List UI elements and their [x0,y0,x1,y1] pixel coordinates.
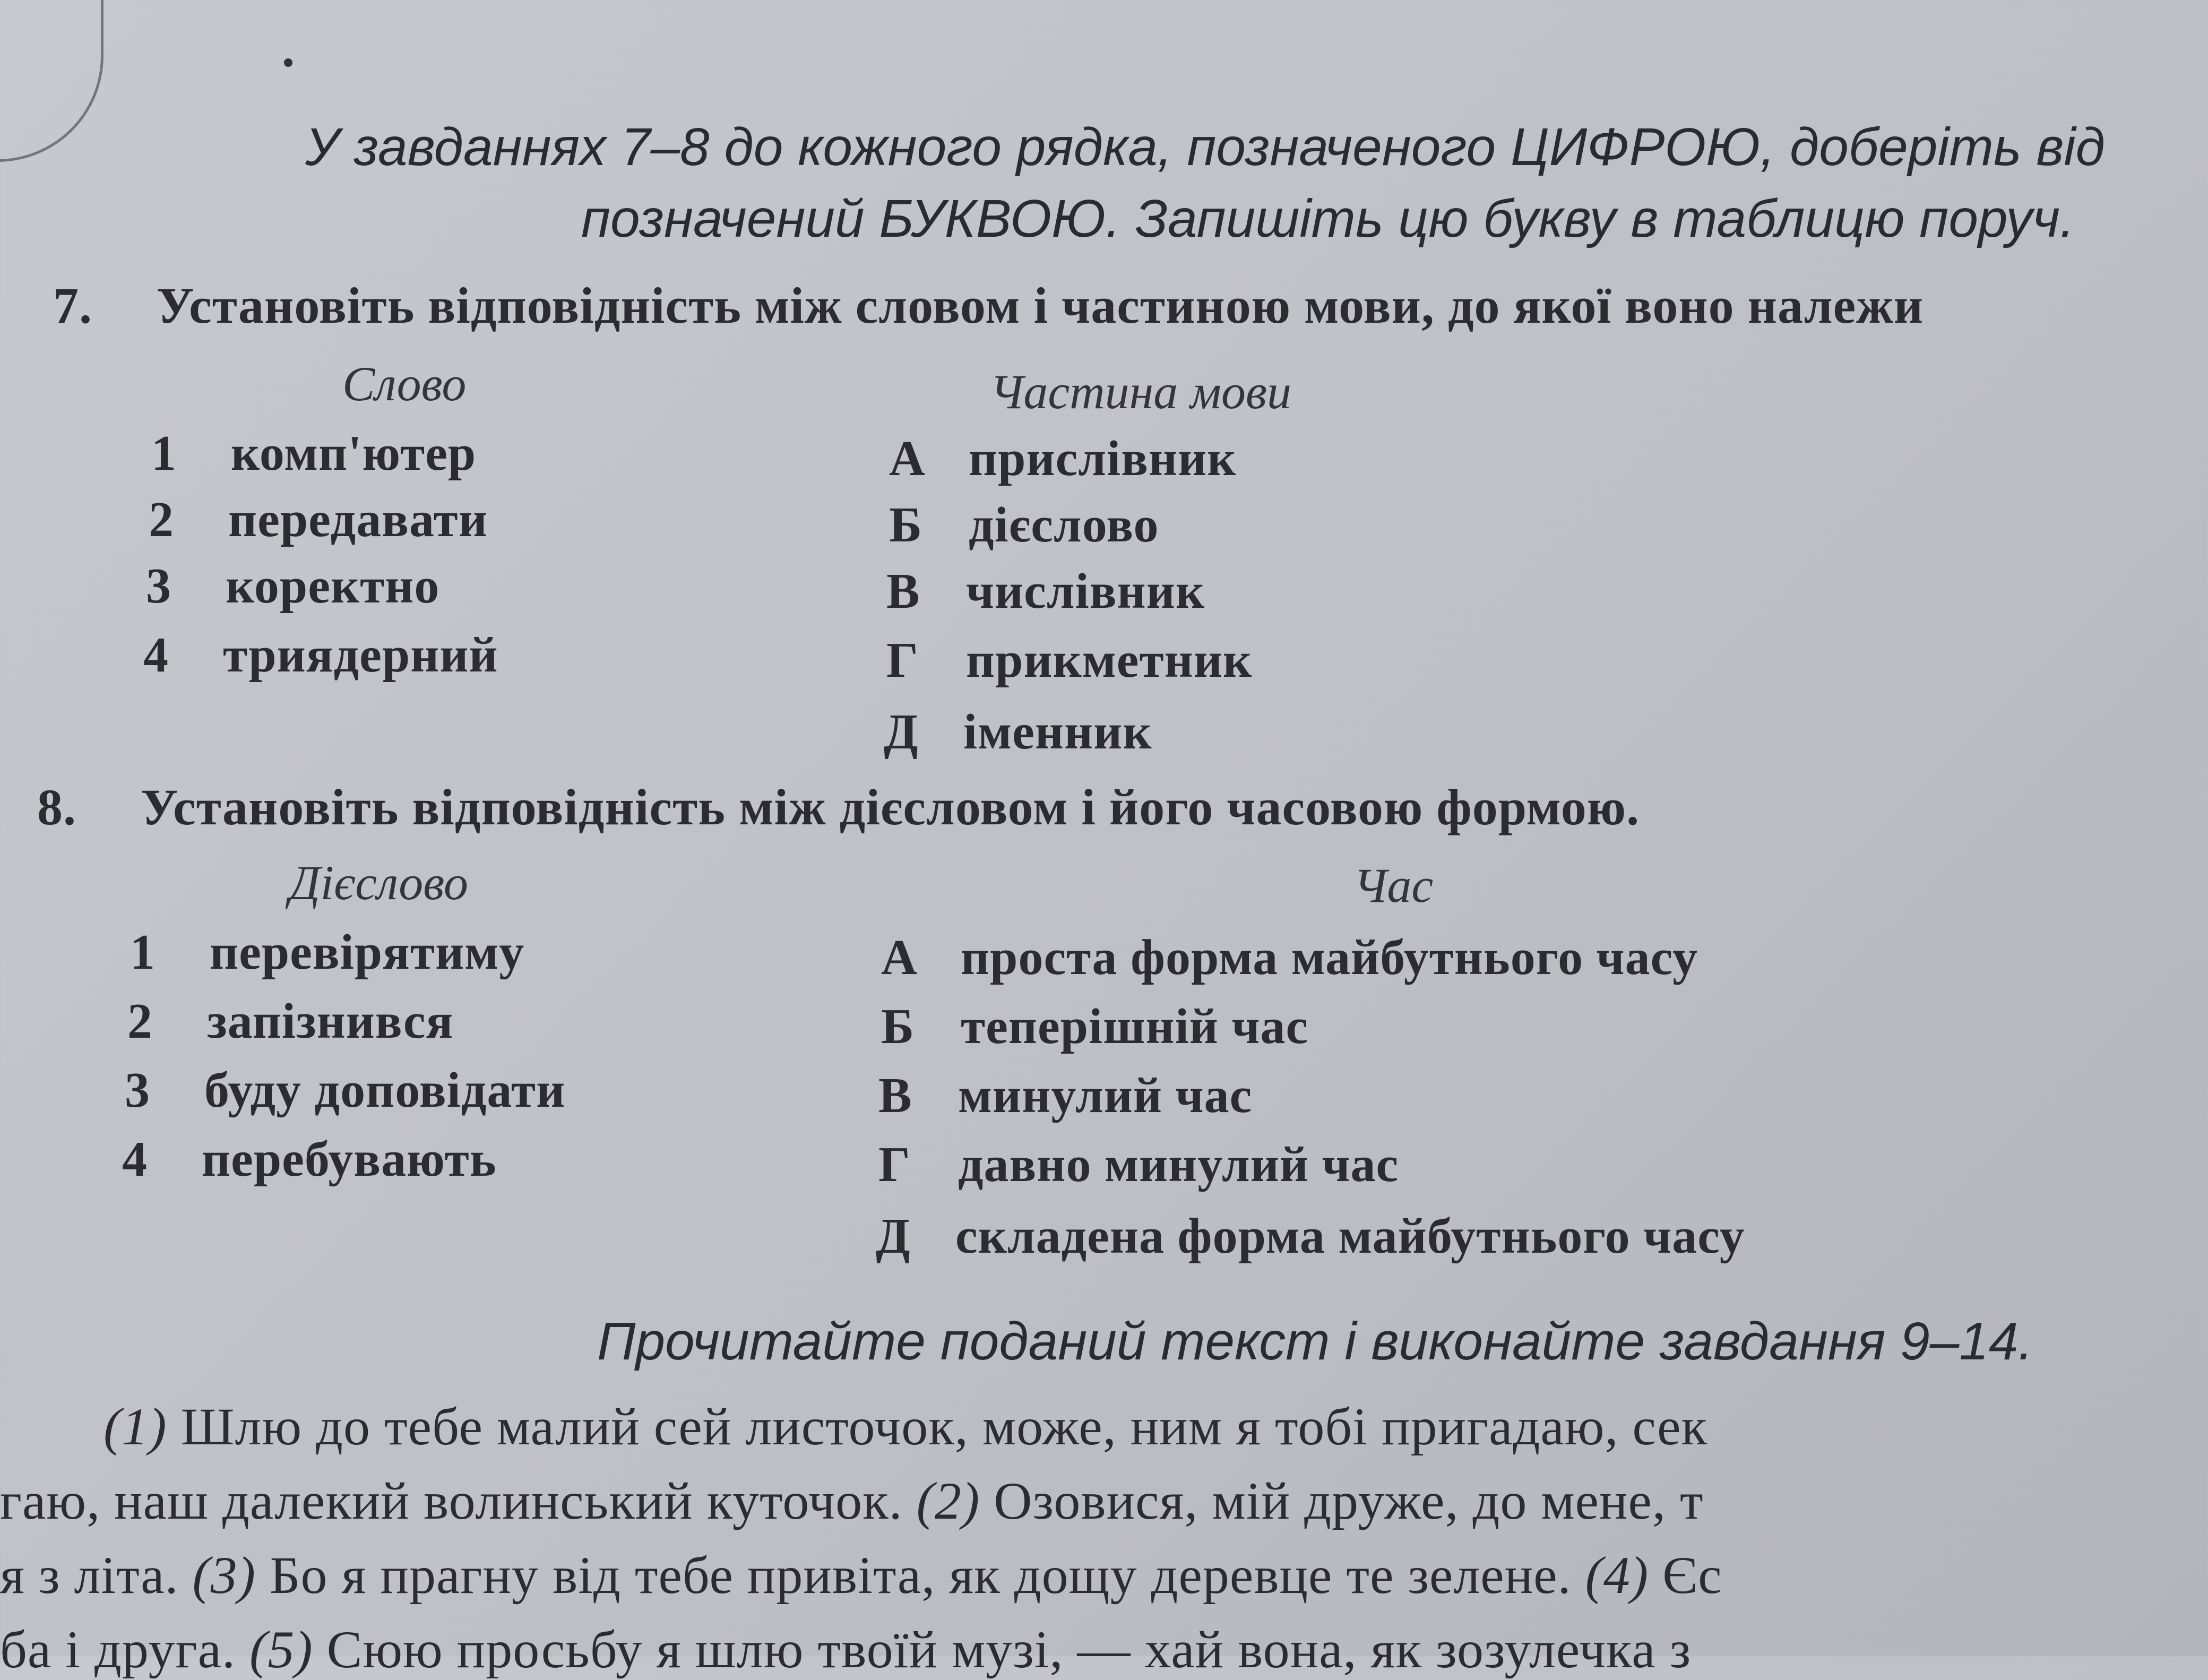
passage-line-1: (1) Шлю до тебе малий сей листочок, може, ним я тобі пригадаю, сек [104,1397,1708,1456]
task-7-left-header: Слово [342,357,467,411]
ink-dot [284,58,292,67]
task-8-option-d: Д складена форма майбутнього часу [876,1209,1745,1264]
passage-line-3: я з літа. (3) Бо я прагну від тебе привіта, як дощу деревце те зелене. (4) Єс [0,1546,1722,1605]
task-8-text: Установіть відповідність між дієсловом і його часовою формою. [141,779,1640,835]
task-8-number: 8. [37,779,76,835]
passage-line-4: ба і друга. (5) Сюю просьбу я шлю твоїй музі, — хай вона, як зозулечка з [0,1620,1692,1679]
task-7-option-g: Г прикметник [886,633,1253,688]
task-7-word-1: 1 комп'ютер [151,426,477,481]
task-7-word-2: 2 передавати [149,492,488,547]
instruction-line-2: позначений БУКВОЮ. Запишіть цю букву в таблицю поруч. [581,189,2075,248]
task-8-right-header: Час [1353,858,1434,912]
task-8-verb-3: 3 буду доповідати [125,1063,566,1118]
task-7-option-v: В числівник [886,564,1205,619]
task-7-word-4: 4 триядерний [143,627,498,683]
task-8-option-a: А проста форма майбутнього часу [881,930,1698,985]
reading-instruction: Прочитайте поданий текст і виконайте завдання 9–14. [597,1312,2033,1371]
task-7-right-header: Частина мови [990,365,1291,419]
task-7-word-3: 3 коректно [146,558,440,614]
task-7-option-d: Д іменник [884,704,1152,760]
pen-stroke [0,0,104,162]
passage-line-2: гаю, наш далекий волинський куточок. (2) Озовися, мій друже, до мене, т [0,1471,1704,1530]
task-8-verb-1: 1 перевірятиму [130,925,525,980]
task-7-option-a: А прислівник [889,431,1237,486]
task-8-option-g: Г давно минулий час [878,1137,1399,1192]
task-7-option-b: Б дієслово [889,497,1159,553]
task-8-verb-2: 2 запізнився [127,994,454,1049]
instruction-line-1: У завданнях 7–8 до кожного рядка, позначеного ЦИФРОЮ, доберіть від [305,117,2105,177]
task-8-verb-4: 4 перебувають [122,1132,497,1187]
task-7-text: Установіть відповідність між словом і частиною мови, до якої воно належи [157,277,1924,334]
task-7-number: 7. [53,277,92,334]
task-8-option-b: Б теперішній час [881,999,1309,1054]
task-8-option-v: В минулий час [878,1068,1253,1123]
task-8-left-header: Дієслово [289,856,469,910]
